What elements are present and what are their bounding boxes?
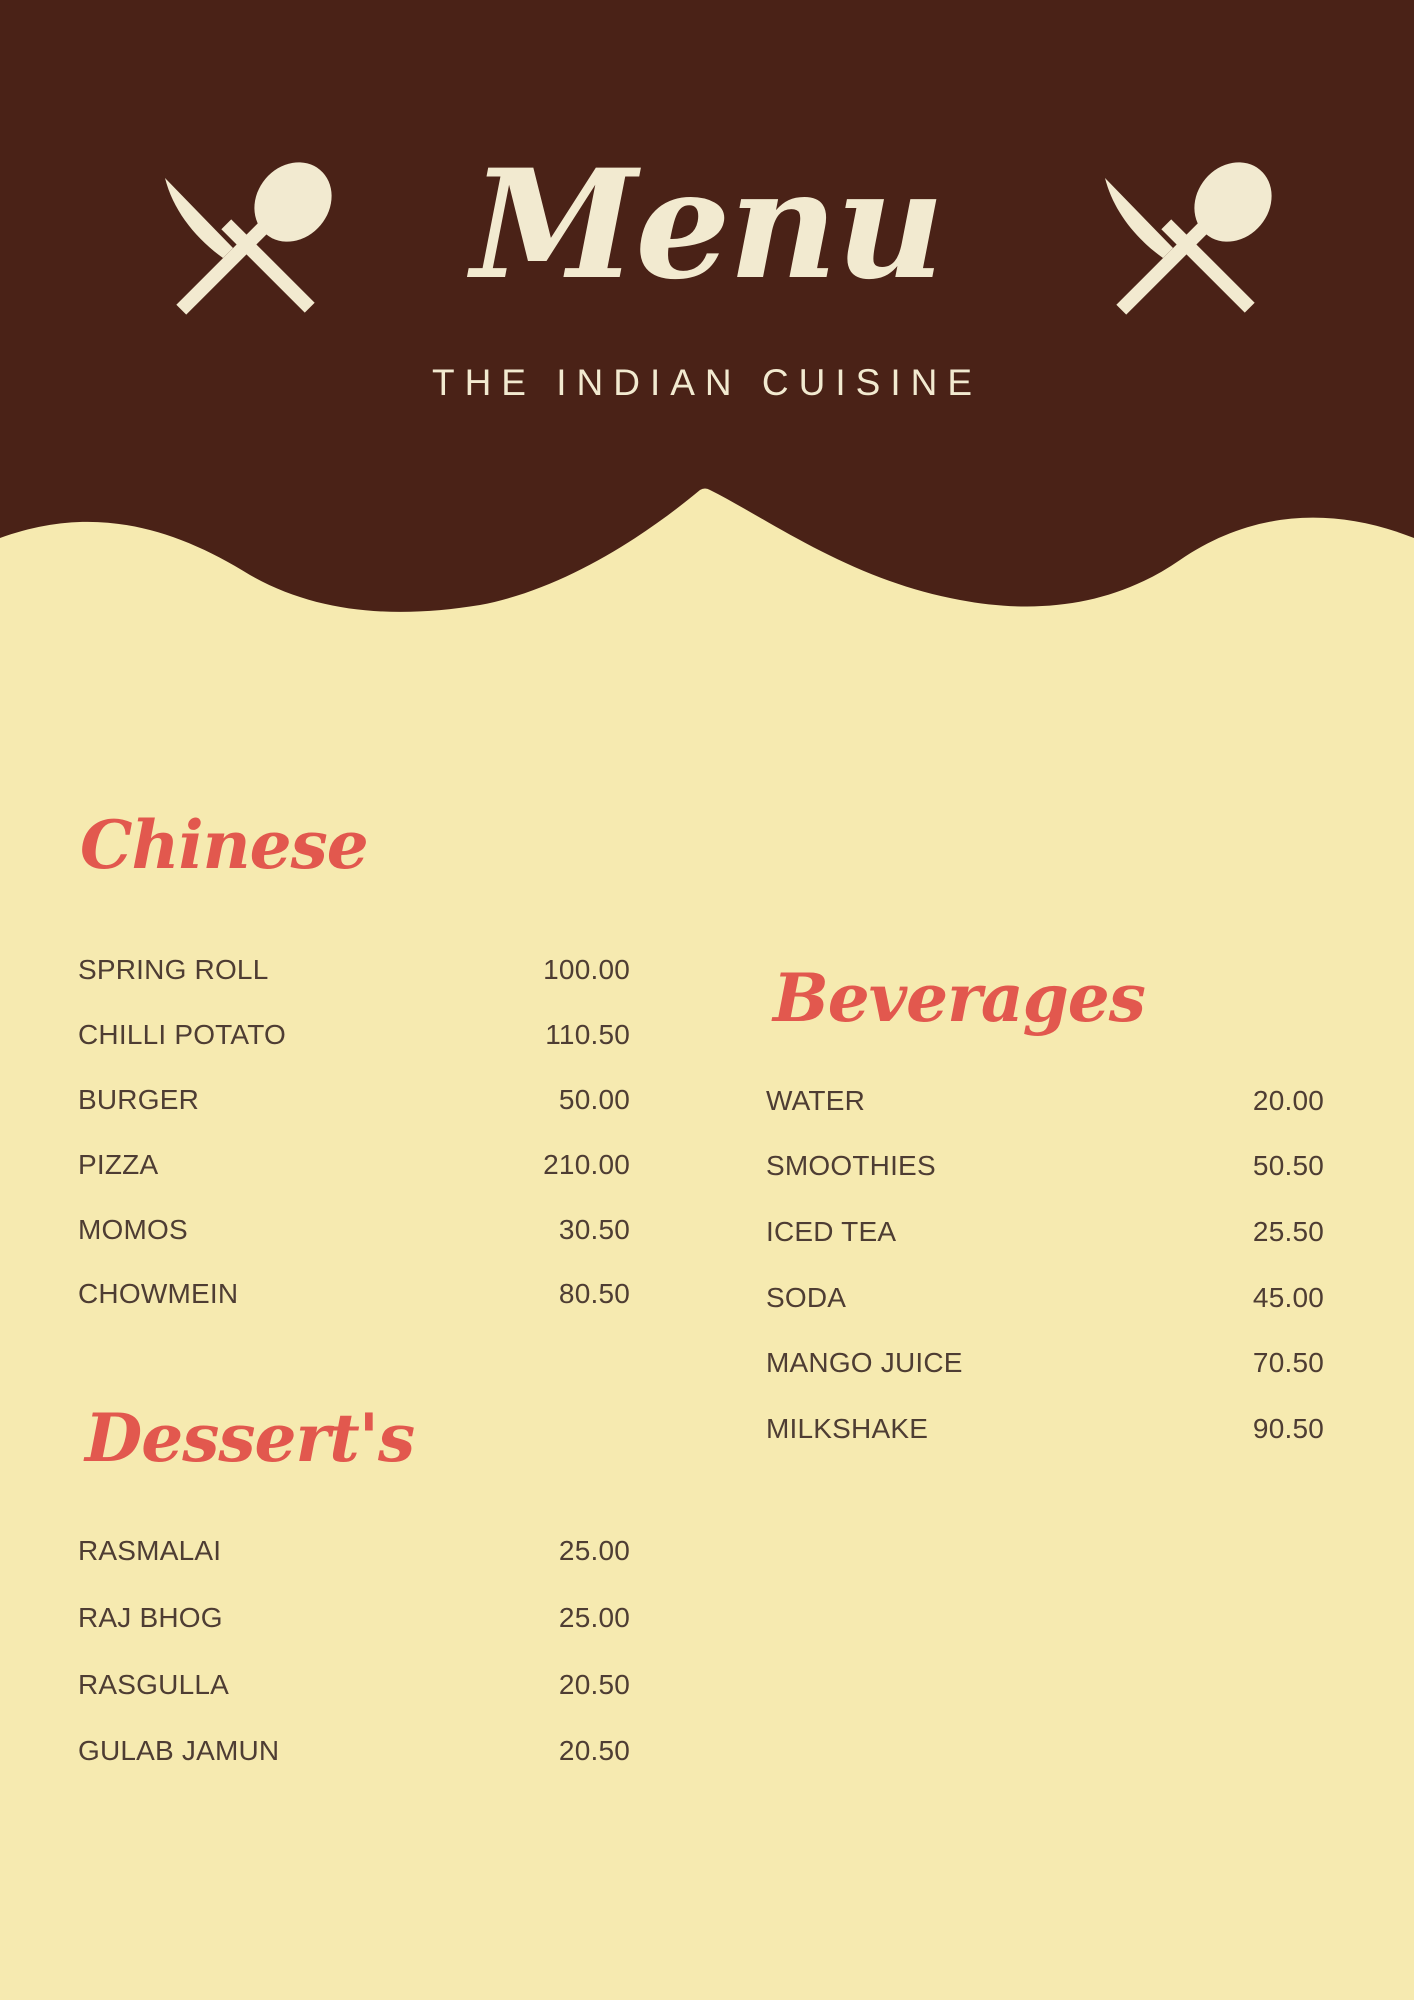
item-name: BURGER: [78, 1083, 199, 1115]
section-title-beverages: Beverages: [773, 959, 1145, 1037]
item-price: 20.50: [558, 1735, 630, 1767]
menu-item: [78, 1518, 630, 1585]
item-price: 30.50: [558, 1213, 630, 1245]
item-price: 20.50: [558, 1668, 630, 1700]
item-name: RASMALAI: [78, 1535, 222, 1567]
menu-item: [78, 1132, 630, 1197]
item-name: CHOWMEIN: [78, 1278, 239, 1310]
page-title: Menu: [471, 137, 943, 313]
menu-item: [766, 1068, 1324, 1134]
item-name: CHILLI POTATO: [78, 1019, 286, 1051]
menu-item: [78, 1197, 630, 1262]
item-price: 20.00: [1252, 1084, 1324, 1116]
menu-list-beverages: [766, 1068, 1324, 1462]
item-name: GULAB JAMUN: [78, 1735, 280, 1767]
item-name: RAJ BHOG: [78, 1602, 223, 1634]
item-price: 45.00: [1252, 1281, 1324, 1313]
menu-item: [766, 1134, 1324, 1200]
item-price: 25.00: [558, 1602, 630, 1634]
menu-list-chinese: [78, 938, 630, 1327]
item-price: 25.50: [1252, 1215, 1324, 1247]
item-name: SPRING ROLL: [78, 954, 269, 986]
knife-spoon-crossed-icon: [1095, 160, 1275, 340]
menu-item: [78, 1585, 630, 1652]
item-price: 25.00: [558, 1535, 630, 1567]
menu-item: [766, 1199, 1324, 1265]
menu-item: [766, 1265, 1324, 1331]
menu-item: [78, 1262, 630, 1327]
item-name: WATER: [766, 1084, 865, 1116]
item-name: PIZZA: [78, 1148, 159, 1180]
item-price: 70.50: [1252, 1347, 1324, 1379]
item-price: 50.50: [1252, 1150, 1324, 1182]
menu-item: [78, 1718, 630, 1785]
menu-item: [78, 1651, 630, 1718]
item-name: RASGULLA: [78, 1668, 229, 1700]
item-name: SMOOTHIES: [766, 1150, 936, 1182]
item-price: 50.00: [558, 1083, 630, 1115]
item-name: MANGO JUICE: [766, 1347, 963, 1379]
knife-spoon-crossed-icon: [155, 160, 335, 340]
menu-list-desserts: [78, 1518, 630, 1785]
section-title-desserts: Dessert's: [85, 1399, 415, 1477]
menu-item: [78, 938, 630, 1003]
item-price: 80.50: [558, 1278, 630, 1310]
item-name: SODA: [766, 1281, 847, 1313]
menu-item: [766, 1396, 1324, 1462]
section-title-chinese: Chinese: [80, 806, 368, 884]
menu-item: [78, 1068, 630, 1133]
item-price: 90.50: [1252, 1412, 1324, 1444]
item-name: MILKSHAKE: [766, 1412, 929, 1444]
menu-item: [766, 1330, 1324, 1396]
item-name: ICED TEA: [766, 1215, 897, 1247]
item-name: MOMOS: [78, 1213, 188, 1245]
item-price: 100.00: [543, 954, 630, 986]
item-price: 210.00: [543, 1148, 630, 1180]
page-subtitle: THE INDIAN CUISINE: [431, 362, 983, 403]
menu-item: [78, 1003, 630, 1068]
item-price: 110.50: [545, 1019, 630, 1051]
